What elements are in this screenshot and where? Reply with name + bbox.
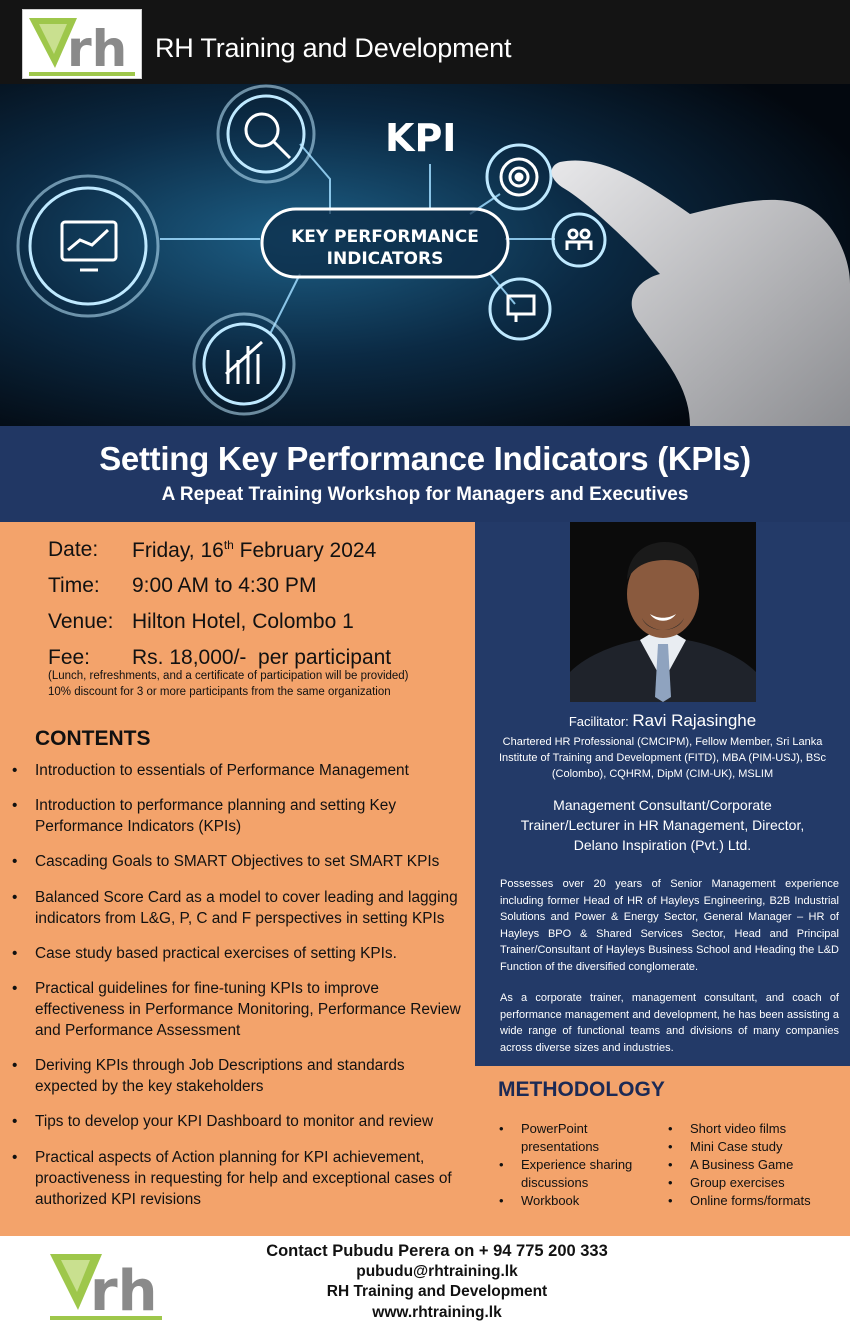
contact-block: [210, 1241, 664, 1323]
methodology-list-left: [497, 1120, 667, 1210]
footer-logo-mark: [46, 1246, 166, 1326]
header-bar: [0, 0, 850, 84]
venue-label: Venue:: [48, 610, 114, 633]
facilitator-role: Management Consultant/Corporate Trainer/Lecturer in HR Management, Director, Delano Inspiration (Pvt.) Ltd.: [520, 797, 805, 853]
footer: [0, 1236, 850, 1336]
footer-rh-logo: [46, 1246, 166, 1326]
list-item: • Group exercises: [668, 1175, 785, 1190]
time-row: [48, 568, 391, 604]
hero-image: [0, 84, 850, 426]
hero-center-line1: KEY PERFORMANCE: [291, 227, 479, 247]
hero-center-line2: INDICATORS: [326, 249, 444, 269]
contact-website[interactable]: www.rhtraining.lk: [372, 1303, 502, 1321]
rh-logo: [22, 9, 142, 79]
details-panel: [0, 522, 475, 1236]
footer-logo-letters: rh: [90, 1259, 158, 1324]
list-item: • Introduction to essentials of Performance Management: [12, 762, 409, 779]
facilitator-name: Ravi Rajasinghe: [632, 711, 757, 730]
list-item: • Mini Case study: [668, 1139, 783, 1154]
fee-value: Rs. 18,000/- per participant: [132, 646, 392, 669]
date-label: Date:: [48, 538, 99, 561]
methodology-panel: [475, 1066, 850, 1236]
facilitator-bio-coaching: As a corporate trainer, management consultant, and coach of performance management and development, he has been assisting a wide range of functional teams and divisions of many companies across diverse sizes and industries.: [500, 992, 839, 1054]
fee-note-inclusions: (Lunch, refreshments, and a certificate of participation will be provided): [48, 670, 409, 682]
facilitator-photo: [570, 522, 756, 702]
workshop-subtitle: A Repeat Training Workshop for Managers and Executives: [161, 484, 689, 505]
list-item: • Balanced Score Card as a model to cover leading and lagging indicators from L&G, P, C and F perspectives in setting KPIs: [12, 888, 458, 927]
list-item: • Short video films: [668, 1121, 787, 1136]
logo-letters: rh: [67, 20, 128, 78]
list-item: • Online forms/formats: [668, 1193, 811, 1208]
facilitator-credentials: Chartered HR Professional (CMCIPM), Fellow Member, Sri Lanka Institute of Training and Development (FITD), MBA (PIM-USJ), BSc (Colombo), CQHRM, DipM (CIM-UK), MSLIM: [498, 736, 827, 780]
fee-note-discount: 10% discount for 3 or more participants from the same organization: [48, 686, 391, 698]
list-item: • Workbook: [499, 1193, 580, 1208]
hero-kpi-label: KPI: [385, 116, 457, 160]
facilitator-bio-experience: Possesses over 20 years of Senior Management experience including former Head of HR of Hayleys Engineering, B2B Industrial Solutions and Power & Energy Sector, General Manager – HR of Hayleys BPO & Shared Services Sector, Head and Principal Trainer/Consultant of Hayleys Business School and Heading the L&D Function of the diversified conglomerate.: [500, 878, 839, 973]
date-row: [48, 532, 391, 568]
contents-heading: CONTENTS: [35, 727, 151, 750]
workshop-title: Setting Key Performance Indicators (KPIs): [99, 440, 751, 477]
contact-company: RH Training and Development: [326, 1283, 548, 1300]
fee-note: [48, 668, 409, 700]
list-item: • Tips to develop your KPI Dashboard to monitor and review: [12, 1113, 434, 1131]
contact-phone: Contact Pubudu Perera on + 94 775 200 333: [266, 1242, 608, 1260]
list-item: • Practical guidelines for fine-tuning KPIs to improve effectiveness in Performance Monitoring, Performance Review and Performance Assessment: [12, 979, 461, 1039]
list-item: • Cascading Goals to SMART Objectives to set SMART KPIs: [12, 853, 440, 871]
list-item: • Practical aspects of Action planning for KPI achievement, proactiveness in requesting for help and exceptional cases of authorized KPI revisions: [12, 1148, 452, 1208]
venue-row: [48, 604, 391, 640]
facilitator-heading: [475, 711, 850, 731]
facilitator-panel: [475, 522, 850, 1066]
time-value: 9:00 AM to 4:30 PM: [132, 574, 317, 597]
list-item: • A Business Game: [668, 1157, 794, 1172]
list-item: • Case study based practical exercises of setting KPIs.: [12, 944, 397, 962]
fee-label: Fee:: [48, 646, 91, 669]
event-info: [48, 532, 391, 676]
list-item: • Deriving KPIs through Job Descriptions and standards expected by the key stakeholders: [12, 1057, 405, 1096]
time-label: Time:: [48, 574, 100, 597]
brand-name: RH Training and Development: [155, 33, 512, 63]
venue-value: Hilton Hotel, Colombo 1: [132, 610, 354, 633]
contact-email[interactable]: pubudu@rhtraining.lk: [356, 1262, 518, 1280]
methodology-heading: METHODOLOGY: [498, 1078, 665, 1101]
list-item: • Introduction to performance planning and setting Key Performance Indicators (KPIs): [12, 797, 397, 836]
facilitator-portrait: [570, 522, 756, 702]
date-value: Friday, 16th February 2024: [132, 537, 377, 562]
list-item: • PowerPoint presentations: [499, 1121, 600, 1154]
facilitator-label: Facilitator:: [568, 714, 633, 729]
title-band: [0, 426, 850, 522]
rh-logo-mark: [23, 10, 143, 80]
list-item: • Experience sharing discussions: [499, 1157, 633, 1190]
hero-kpi-illustration: [0, 84, 850, 426]
contents-list: [10, 760, 470, 1224]
methodology-list-right: [666, 1120, 846, 1210]
